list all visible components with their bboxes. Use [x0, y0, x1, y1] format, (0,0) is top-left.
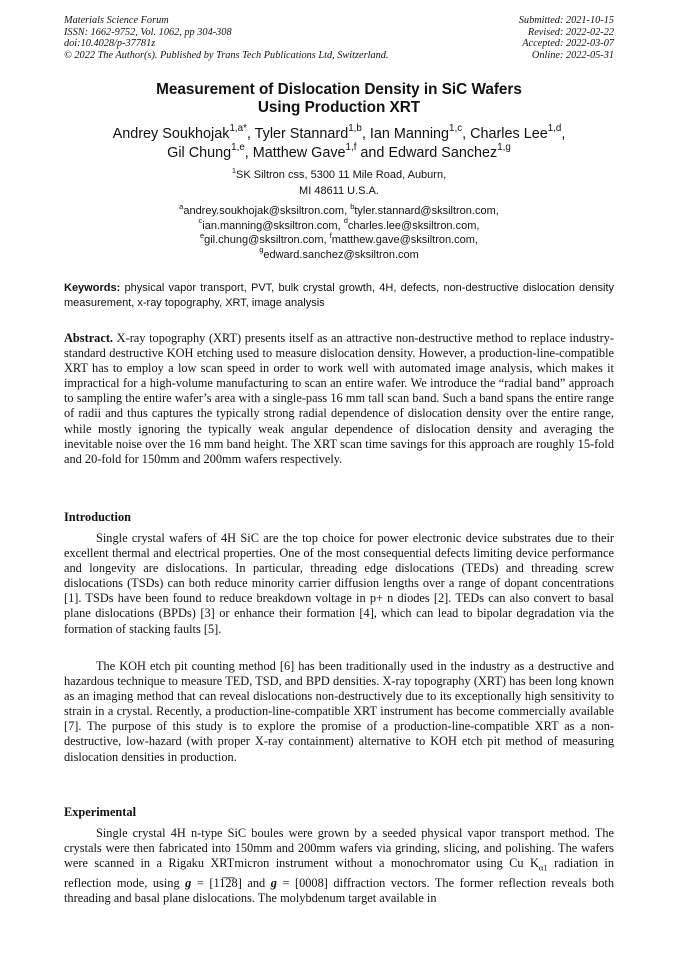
- email-line-2: [0, 216, 678, 234]
- author-sup: 1,g: [497, 142, 511, 154]
- diffraction-vector-2: [0008]: [294, 875, 328, 890]
- issn-volume: ISSN: 1662-9752, Vol. 1062, pp 304-308: [64, 26, 232, 38]
- email-sep: ,: [474, 234, 479, 246]
- author-list: [0, 125, 678, 163]
- author-name: Charles Lee: [470, 126, 548, 142]
- introduction-heading: Introduction: [64, 510, 131, 524]
- journal-header-right: [519, 15, 614, 61]
- abstract: [64, 331, 614, 467]
- experimental-text: radiation in reflection mode, using: [64, 856, 614, 890]
- email-sup: d: [343, 216, 348, 226]
- author-name: Edward Sanchez: [388, 145, 498, 161]
- keywords-block: [64, 281, 614, 311]
- author-line-2: [0, 144, 678, 163]
- email-sup: a: [179, 201, 184, 211]
- online-date: Online: 2022-05-31: [531, 49, 614, 61]
- author-sup: 1,c: [449, 123, 463, 135]
- author-name: Gil Chung: [167, 145, 232, 161]
- journal-header-left: [64, 15, 388, 61]
- affiliation: [0, 167, 678, 199]
- abstract-text: X-ray topography (XRT) presents itself as an attractive non-destructive method to replace industry-standard destructive KOH etching used to measure dislocation density. However, a production-line-compatible XRT has to employ a low scan speed in order to work well with automated image analysis, which makes it impractical for a high-volume manufacturing to scan an entire wafer. We introduce the “radial band” approach to sampling the entire wafer’s area with a single-pass 16 mm tall scan band. Such a band spans the entire range of radii and thus captures the typically strong radial dependence of dislocation density over the entire range, while mostly ignoring the typically weak angular dependence of dislocation density and averaging the inevitable noise over the 16 mm band height. The XRT scan time savings for this approach are roughly 15-fold and 20-fold for 150mm and 200mm wafers respectively.: [64, 331, 614, 466]
- revised-date: Revised: 2022-02-22: [527, 26, 614, 38]
- author-sep: ,: [561, 126, 566, 142]
- copyright: © 2022 The Author(s). Published by Trans Tech Publications Ltd, Switzerland.: [64, 49, 389, 61]
- accepted-date: Accepted: 2022-03-07: [522, 38, 614, 50]
- author-sep: ,: [361, 126, 370, 142]
- email-line-3: [0, 230, 678, 248]
- experimental-text: Single crystal 4H n-type SiC boules were grown by a seeded physical vapor transport method. The crystals were then fabricated into 150mm and 200mm wafers via grinding, slicing, and polishing. The wafers were scanned in a Rigaku XRTmicron instrument without a monochromator using Cu K: [64, 826, 614, 871]
- experimental-paragraph-1: [64, 826, 614, 906]
- g-vector-symbol: g: [185, 875, 192, 890]
- k-alpha-subscript: α1: [538, 862, 548, 873]
- email-line-4: [0, 245, 678, 263]
- title-line-1: Measurement of Dislocation Density in SiC Wafers: [156, 81, 522, 98]
- email-sep: ,: [495, 205, 499, 217]
- affiliation-sup: 1: [231, 165, 236, 175]
- email-sup: g: [259, 245, 264, 255]
- doi: doi:10.4028/p-37781z: [64, 38, 156, 50]
- author-sep: ,: [462, 126, 471, 142]
- author-sup: 1,f: [345, 142, 357, 154]
- introduction-paragraph-2: The KOH etch pit counting method [6] has been traditionally used in the industry as a destructive and hazardous technique to measure TED, TSD, and BPD densities. X-ray topography (XRT) has been long known as an imaging method that can reveal dislocations non-destructively due to its exceptionally high sensitivity to strain in a crystal. Recently, a production-line-compatible XRT instrument has become commercially available [7]. The purpose of this study is to explore the promise of a production-line-compatible XRT as a non-destructive, low-hazard (with proper X-ray containment) alternative to KOH etch pit method of measuring dislocation densities in production.: [64, 659, 614, 764]
- experimental-text: and: [241, 875, 271, 890]
- g-vector-symbol: g: [270, 875, 277, 890]
- email-sup: f: [329, 230, 332, 240]
- introduction-paragraph-1: Single crystal wafers of 4H SiC are the top choice for power electronic device substrates due to their excellent thermal and electrical properties. One of the most consequential defects limiting device performance and longevity are dislocations. In particular, threading edge dislocations (TEDs) and threading screw dislocations (TSDs) can both reduce minority carrier diffusion lengths over a range of dopant concentrations [1]. TSDs have been found to reduce breakdown voltage in p+ n diodes [2]. TEDs can also convert to basal plane dislocations (BPDs) [3] or enhance their formation [4], which can lead to bipolar degradation via the formation of stacking faults [5].: [64, 531, 614, 636]
- email-sep: ,: [337, 219, 344, 232]
- author-name: Tyler Stannard: [254, 126, 349, 142]
- author-sep: ,: [244, 145, 253, 161]
- email-address[interactable]: edward.sanchez@sksiltron.com: [263, 248, 419, 261]
- paper-title: [0, 81, 678, 117]
- submitted-date: Submitted: 2021-10-15: [518, 15, 614, 26]
- keywords-text: physical vapor transport, PVT, bulk crystal growth, 4H, defects, non-destructive dislocation density measurement, x-ray topography, XRT, image analysis: [64, 282, 614, 309]
- email-sup: e: [199, 230, 205, 240]
- email-address[interactable]: charles.lee@sksiltron.com: [347, 219, 477, 232]
- author-sep: and: [356, 145, 389, 161]
- email-line-1: [0, 201, 678, 219]
- email-address[interactable]: matthew.gave@sksiltron.com: [331, 234, 475, 246]
- email-sup: b: [350, 201, 355, 211]
- email-address[interactable]: ian.manning@sksiltron.com: [202, 219, 338, 232]
- email-sep: ,: [476, 219, 480, 232]
- journal-name: Materials Science Forum: [64, 15, 169, 26]
- affiliation-line-1: [0, 167, 678, 183]
- experimental-heading: Experimental: [64, 805, 136, 819]
- author-name: Andrey Soukhojak: [112, 126, 230, 142]
- author-name: Ian Manning: [369, 126, 450, 142]
- email-address[interactable]: gil.chung@sksiltron.com: [204, 234, 324, 246]
- email-sup: c: [198, 216, 203, 226]
- email-address[interactable]: tyler.stannard@sksiltron.com: [354, 205, 496, 217]
- author-sup: 1,d: [547, 123, 562, 135]
- experimental-text: diffraction vectors. The former reflection reveals both threading and basal plane dislocations. The molybdenum target available in: [64, 875, 614, 905]
- author-line-1: [0, 125, 678, 144]
- diffraction-vector-1: [11̅2̅8]: [209, 875, 242, 890]
- abstract-label: Abstract.: [64, 331, 114, 345]
- author-sup: 1,b: [348, 123, 362, 135]
- author-sup: 1,e: [231, 142, 245, 154]
- title-line-2: Using Production XRT: [257, 99, 421, 116]
- equals-sign: =: [191, 875, 210, 890]
- equals-sign: =: [276, 875, 295, 890]
- email-sep: ,: [344, 205, 351, 217]
- author-sep: ,: [246, 126, 255, 142]
- email-address[interactable]: andrey.soukhojak@sksiltron.com: [183, 205, 345, 217]
- author-sup: 1,a*: [229, 123, 247, 135]
- email-list: [0, 201, 678, 262]
- affiliation-text: SK Siltron css, 5300 11 Mile Road, Auburn,: [236, 169, 447, 181]
- affiliation-line-2: MI 48611 U.S.A.: [299, 185, 379, 197]
- keywords-label: Keywords:: [64, 282, 121, 294]
- author-name: Matthew Gave: [252, 145, 346, 161]
- email-sep: ,: [323, 234, 330, 246]
